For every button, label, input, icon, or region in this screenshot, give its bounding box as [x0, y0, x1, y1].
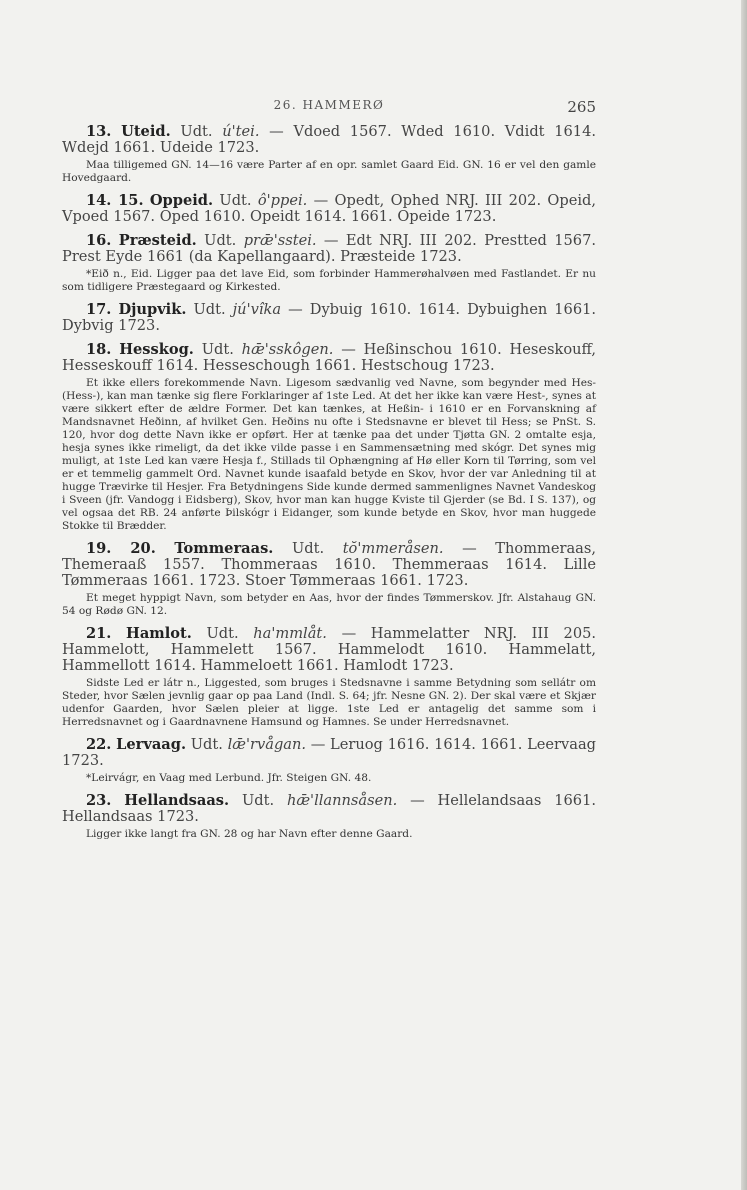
- farm-name: Uteid.: [121, 123, 171, 140]
- entry-headline: [62, 124, 596, 156]
- page-edge: [741, 0, 747, 1190]
- historical-forms: — Dybuig 1610. 1614. Dybuighen 1661. Dybvig 1723.: [62, 301, 597, 334]
- udt-label: Udt.: [219, 192, 252, 209]
- entry-note: *Eið n., Eid. Ligger paa det lave Eid, som forbinder Hammerøhalvøen med Fastlandet. Er nu som tidligere Præstegaard og Kirkested.: [62, 268, 596, 293]
- entry-number: 22.: [86, 736, 112, 753]
- entry-16: [62, 233, 596, 294]
- entry-number: 23.: [86, 792, 112, 809]
- entry-14-15: [62, 193, 596, 225]
- pronunciation: ha'mmlåt.: [253, 625, 327, 642]
- pronunciation: lǣ'rvågan.: [227, 736, 307, 753]
- entry-23: [62, 793, 596, 841]
- entry-headline: [62, 342, 596, 374]
- historical-forms: — Hammelatter NRJ. III 205. Hammelott, Hammelett 1567. Hammelodt 1610. Hammelatt, Hammellott 1614. Hammeloett 1661. Hamlodt 1723.: [62, 625, 597, 674]
- entry-21: [62, 626, 596, 729]
- udt-label: Udt.: [291, 540, 325, 557]
- page-content: [62, 124, 596, 849]
- pronunciation: prǣ'sstei.: [243, 232, 317, 249]
- farm-name: Lervaag.: [116, 736, 187, 753]
- pronunciation: jú'vîka: [232, 301, 282, 318]
- entry-number: 13.: [86, 123, 112, 140]
- entry-22: [62, 737, 596, 785]
- historical-forms: — Leruog 1616. 1614. 1661. Leervaag 1723.: [62, 736, 597, 769]
- udt-label: Udt.: [180, 123, 213, 140]
- farm-name: Hamlot.: [126, 625, 192, 642]
- farm-name: Hellandsaas.: [124, 792, 230, 809]
- page-header: [62, 98, 596, 116]
- historical-forms: — Edt NRJ. III 202. Prestted 1567. Prest Eyde 1661 (da Kapellangaard). Præsteide 1723.: [62, 232, 596, 265]
- entry-number: 18.: [86, 341, 112, 358]
- entry-note: Maa tilligemed GN. 14—16 være Parter af en opr. samlet Gaard Eid. GN. 16 er vel den gamle Hovedgaard.: [62, 159, 596, 184]
- udt-label: Udt.: [201, 341, 234, 358]
- entry-number: 17.: [86, 301, 112, 318]
- udt-label: Udt.: [190, 736, 223, 753]
- farm-name: Præsteid.: [118, 232, 197, 249]
- historical-forms: — Hellelandsaas 1661. Hellandsaas 1723.: [62, 792, 596, 825]
- entry-13: [62, 124, 596, 185]
- farm-name: Oppeid.: [149, 192, 214, 209]
- historical-forms: — Thommeraas, Themeraaß 1557. Thommeraas 1610. Themmeraas 1614. Lille Tømmeraas 1661. 1723. Stoer Tømmeraas 1661. 1723.: [62, 540, 596, 589]
- entry-18: [62, 342, 596, 533]
- historical-forms: — Heßinschou 1610. Heseskouff, Hesseskouff 1614. Hesseschough 1661. Hestschoug 1723.: [62, 341, 597, 374]
- entry-number: 14. 15.: [86, 192, 144, 209]
- entry-note: Ligger ikke langt fra GN. 28 og har Navn efter denne Gaard.: [86, 828, 413, 840]
- pronunciation: ô'ppei.: [257, 192, 308, 209]
- historical-forms: — Opedt, Ophed NRJ. III 202. Opeid, Vpoed 1567. Oped 1610. Opeidt 1614. 1661. Opeide 1723.: [62, 192, 597, 225]
- pronunciation: hǣ'sskôgen.: [241, 341, 334, 358]
- running-title: 26. HAMMERØ: [273, 98, 385, 112]
- entry-headline: [62, 193, 596, 225]
- entry-headline: [62, 302, 596, 334]
- entry-19-20: [62, 541, 596, 618]
- farm-name: Tommeraas.: [174, 540, 274, 557]
- farm-name: Djupvik.: [118, 301, 187, 318]
- entry-headline: [62, 233, 596, 265]
- entry-number: 16.: [86, 232, 112, 249]
- pronunciation: ú'tei.: [222, 123, 260, 140]
- entry-headline: [62, 626, 596, 674]
- entry-note: Sidste Led er látr n., Liggested, som bruges i Stedsnavne i samme Betydning som sellátr om Steder, hvor Sælen jevnlig gaar op paa Land (Indl. S. 64; jfr. Nesne GN. 2). Der skal være et Skjær udenfor Gaarden, hvor Sælen pleier at ligge. 1ste Led er antagelig det samme som i Herredsnavnet og i Gaardnavnene Hamsund og Hamnes. Se under Herredsnavnet.: [62, 677, 596, 728]
- farm-name: Hesskog.: [119, 341, 194, 358]
- entry-headline: [62, 541, 596, 589]
- entry-note: Et ikke ellers forekommende Navn. Ligesom sædvanlig ved Navne, som begynder med Hes- (Hess-), kan man tænke sig flere Forklaringer af 1ste Led. At det her ikke kan være Hest-, synes at være sikkert efter de ældre Former. Det kan tænkes, at Heßin- i 1610 er en Forvanskning af Mandsnavnet Heðinn, af hvilket Gen. Heðins nu ofte i Stedsnavne er blevet til Hess; se PnSt. S. 120, hvor dog dette Navn ikke er opført. Her at tænke paa det under Tjøtta GN. 2 omtalte esja, hesja synes ikke rimeligt, da det ikke vilde passe i en Sammensætning med skógr. Det synes mig muligt, at 1ste Led kan være Hesja f., Stillads til Ophængning af Hø eller Korn til Tørring, som vel er et temmelig gammelt Ord. Navnet kunde isaafald betyde en Skov, hvor der var Anledning til at hugge Trævirke til Hesjer. Fra Betydningens Side kunde dermed sammenlignes Navnet Vandeskog i Sveen (jfr. Vandogg i Eidsberg), Skov, hvor man kan hugge Kviste til Gjerder (se Bd. I S. 137), og vel ogsaa det RB. 24 anførte Þilskógr i Eidanger, som kunde betyde en Skov, hvor man huggede Stokke til Brædder.: [62, 377, 596, 532]
- udt-label: Udt.: [193, 301, 226, 318]
- udt-label: Udt.: [241, 792, 275, 809]
- entry-17: [62, 302, 596, 334]
- entry-number: 21.: [86, 625, 112, 642]
- page-number: 265: [567, 98, 596, 116]
- historical-forms: — Vdoed 1567. Wded 1610. Vdidt 1614. Wdejd 1661. Udeide 1723.: [62, 123, 597, 156]
- pronunciation: tŏ'mmeråsen.: [342, 540, 444, 557]
- entry-number: 19. 20.: [86, 540, 156, 557]
- entry-headline: [62, 737, 596, 769]
- udt-label: Udt.: [204, 232, 237, 249]
- udt-label: Udt.: [206, 625, 239, 642]
- entry-note: *Leirvágr, en Vaag med Lerbund. Jfr. Steigen GN. 48.: [86, 772, 372, 784]
- entry-note: Et meget hyppigt Navn, som betyder en Aas, hvor der findes Tømmerskov. Jfr. Alstahaug GN. 54 og Rødø GN. 12.: [62, 592, 596, 617]
- pronunciation: hǣ'llannsåsen.: [286, 792, 398, 809]
- entry-headline: [62, 793, 596, 825]
